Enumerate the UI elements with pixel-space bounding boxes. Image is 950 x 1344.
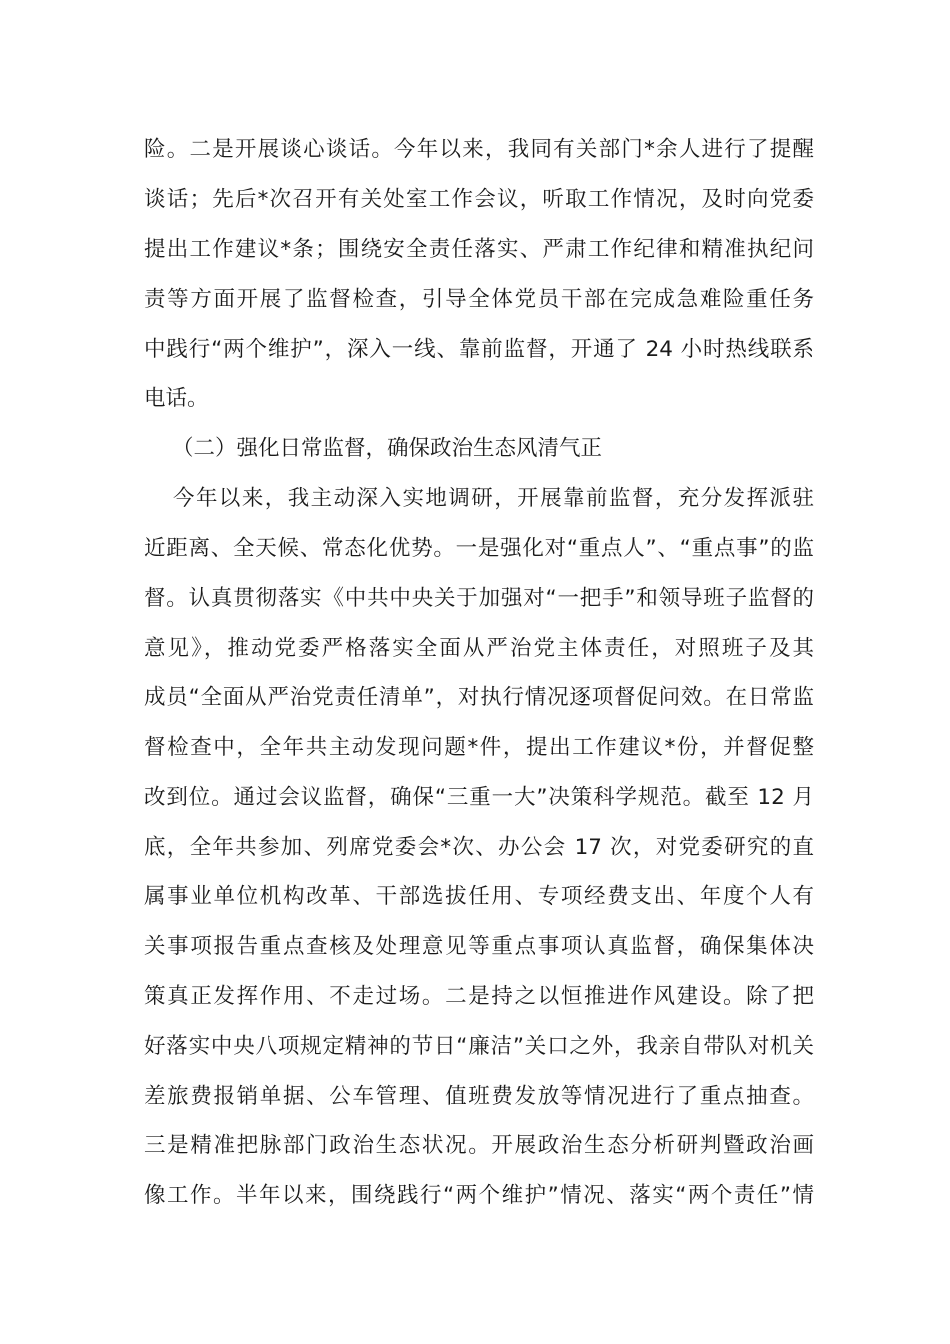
paragraph-line: 差旅费报销单据、公车管理、值班费发放等情况进行了重点抽查。 — [144, 1084, 814, 1109]
paragraph-line: 中践行“两个维护”，深入一线、靠前监督，开通了 24 小时热线联系 — [144, 337, 814, 362]
paragraph-line: 近距离、全天候、常态化优势。一是强化对“重点人”、“重点事”的监 — [144, 536, 814, 561]
paragraph-line: 责等方面开展了监督检查，引导全体党员干部在完成急难险重任务 — [144, 287, 814, 312]
paragraph-line: 改到位。通过会议监督，确保“三重一大”决策科学规范。截至 12 月 — [144, 785, 814, 810]
paragraph-line: 督检查中，全年共主动发现问题*件，提出工作建议*份，并督促整 — [144, 735, 814, 760]
paragraph-line: 提出工作建议*条；围绕安全责任落实、严肃工作纪律和精准执纪问 — [144, 237, 814, 262]
paragraph-line: 策真正发挥作用、不走过场。二是持之以恒推进作风建设。除了把 — [144, 984, 814, 1009]
paragraph-line: 意见》，推动党委严格落实全面从严治党主体责任，对照班子及其 — [144, 636, 814, 661]
paragraph-line: 三是精准把脉部门政治生态状况。开展政治生态分析研判暨政治画 — [144, 1133, 814, 1158]
paragraph-line: 谈话；先后*次召开有关处室工作会议，听取工作情况，及时向党委 — [144, 187, 814, 212]
paragraph-line: 险。二是开展谈心谈话。今年以来，我同有关部门*余人进行了提醒 — [144, 137, 814, 162]
paragraph-line: 成员“全面从严治党责任清单”，对执行情况逐项督促问效。在日常监 — [144, 685, 814, 710]
paragraph-line: 好落实中央八项规定精神的节日“廉洁”关口之外，我亲自带队对机关 — [144, 1034, 814, 1059]
paragraph-line: 关事项报告重点查核及处理意见等重点事项认真监督，确保集体决 — [144, 934, 814, 959]
paragraph-line: 电话。 — [144, 386, 209, 411]
paragraph-line: 属事业单位机构改革、干部选拔任用、专项经费支出、年度个人有 — [144, 884, 814, 909]
paragraph-line: 督。认真贯彻落实《中共中央关于加强对“一把手”和领导班子监督的 — [144, 586, 814, 611]
section-heading: （二）强化日常监督，确保政治生态风清气正 — [172, 436, 603, 461]
paragraph-line: 像工作。半年以来，围绕践行“两个维护”情况、落实“两个责任”情 — [144, 1183, 814, 1208]
paragraph-line: 底，全年共参加、列席党委会*次、办公会 17 次，对党委研究的直 — [144, 835, 814, 860]
paragraph-line: 今年以来，我主动深入实地调研，开展靠前监督，充分发挥派驻 — [173, 486, 814, 511]
